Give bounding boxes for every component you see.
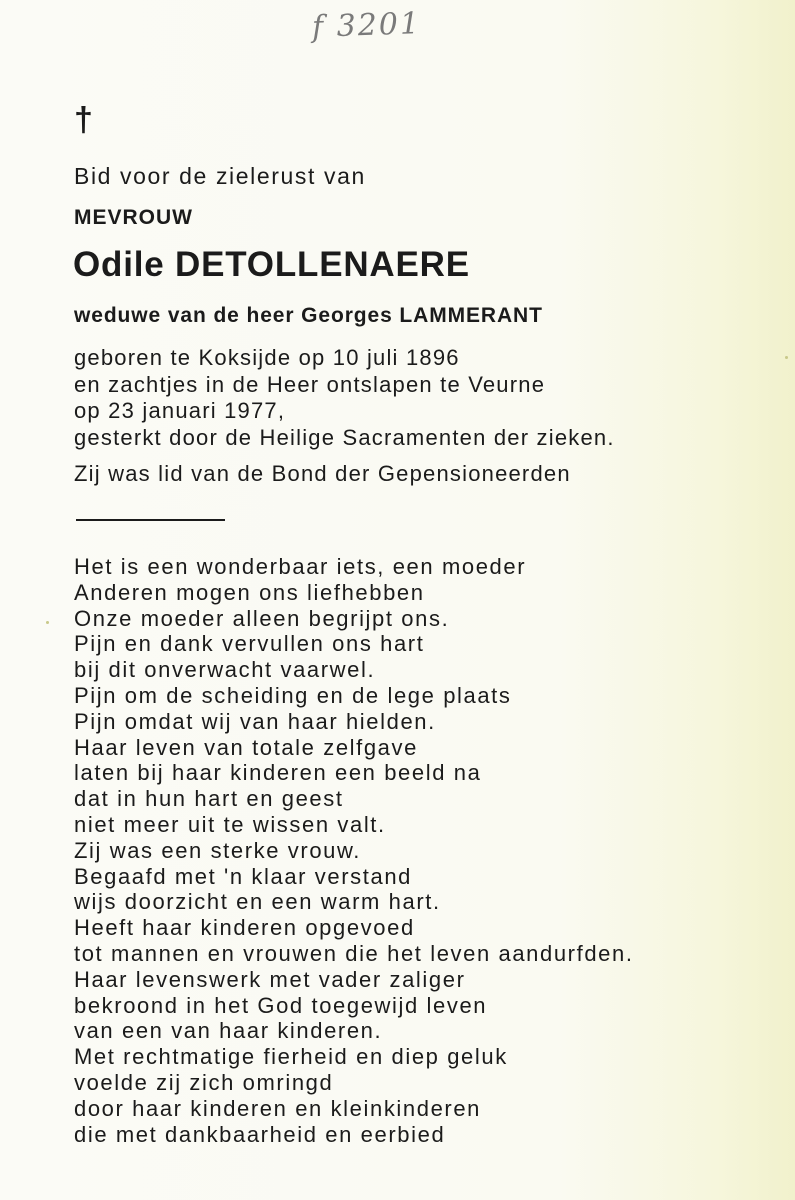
poem-line: niet meer uit te wissen valt. [74, 811, 386, 837]
deceased-name: Odile DETOLLENAERE [73, 245, 470, 284]
poem-line: Pijn en dank vervullen ons hart [74, 631, 425, 657]
poem-line: bij dit onverwacht vaarwel. [74, 657, 376, 683]
widow-line: weduwe van de heer Georges LAMMERANT [74, 304, 543, 327]
poem-line: Haar levenswerk met vader zaliger [74, 966, 466, 992]
poem-line: Anderen mogen ons liefhebben [74, 579, 425, 605]
poem-line: Begaafd met 'n klaar verstand [74, 863, 412, 889]
poem-line: die met dankbaarheid en eerbied [74, 1121, 446, 1147]
paper-speck [46, 621, 49, 624]
poem-line: Pijn omdat wij van haar hielden. [74, 708, 436, 734]
poem-line: Met rechtmatige fierheid en diep geluk [74, 1044, 508, 1070]
poem-line: bekroond in het God toegewijd leven [74, 992, 488, 1018]
poem-line: wijs doorzicht en een warm hart. [74, 889, 441, 915]
cross-icon: † [74, 101, 93, 139]
poem-line: voelde zij zich omringd [74, 1069, 334, 1095]
biography-block [74, 345, 615, 451]
poem-line: Pijn om de scheiding en de lege plaats [74, 682, 512, 708]
poem-line: tot mannen en vrouwen die het leven aandurfden. [74, 940, 634, 966]
biography-line: op 23 januari 1977, [74, 398, 286, 423]
poem-line: Haar leven van totale zelfgave [74, 734, 418, 760]
poem-line: laten bij haar kinderen een beeld na [74, 760, 482, 786]
poem-line: door haar kinderen en kleinkinderen [74, 1095, 482, 1121]
divider-rule [76, 519, 225, 521]
poem-line: Zij was een sterke vrouw. [74, 837, 361, 863]
paper-speck [785, 356, 788, 359]
poem-line: van een van haar kinderen. [74, 1018, 383, 1044]
poem-line: dat in hun hart en geest [74, 786, 344, 812]
poem-block [74, 554, 634, 1147]
biography-line: en zachtjes in de Heer ontslapen te Veurne [74, 371, 546, 397]
handwritten-archive-number: f 3201 [311, 6, 422, 45]
poem-line: Het is een wonderbaar iets, een moeder [74, 554, 527, 579]
biography-line: geboren te Koksijde op 10 juli 1896 [74, 345, 460, 370]
biography-line: gesterkt door de Heilige Sacramenten der zieken. [74, 424, 615, 450]
invocation-text: Bid voor de zielerust van [74, 163, 366, 189]
membership-line: Zij was lid van de Bond der Gepensioneerden [74, 461, 571, 486]
poem-line: Onze moeder alleen begrijpt ons. [74, 605, 450, 631]
poem-line: Heeft haar kinderen opgevoed [74, 915, 415, 941]
honorific: MEVROUW [74, 206, 193, 229]
